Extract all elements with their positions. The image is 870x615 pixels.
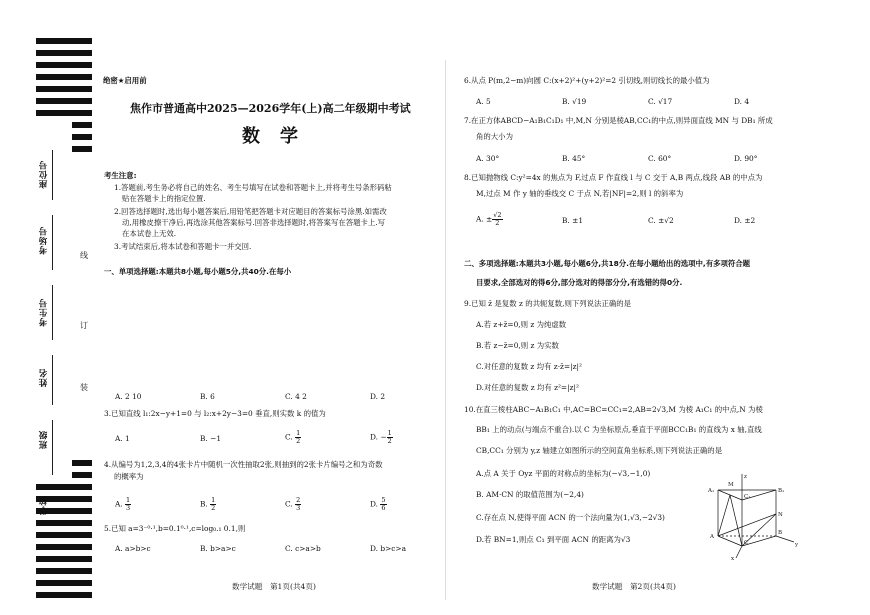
segment-am <box>718 495 730 536</box>
secret-mark: 绝密★启用前 <box>103 76 147 85</box>
q9-option-c: C.对任意的复数 z 均有 z·z̄=|z|² <box>476 362 582 371</box>
q2-option-b: B. 6 <box>200 392 215 401</box>
label-y: y <box>795 542 799 548</box>
prism-figure <box>706 470 802 562</box>
q4-option-c: C. $\frac{2}{3}$ <box>285 496 301 512</box>
edge-ac <box>718 536 742 546</box>
q8-stem-line1: 8.已知抛物线 C:y²=4x 的焦点为 F,过点 F 作直线 l 与 C 交于 A,B 两点,线段 AB 的中点为 <box>464 173 763 182</box>
q6-option-a: A. 5 <box>476 97 491 106</box>
q8-option-a: A. ± $\frac{√2}{2}$ <box>476 211 502 227</box>
q3-option-d: D. − $\frac{1}{2}$ <box>370 429 392 445</box>
binding-label-name: 姓名 <box>39 368 49 387</box>
note-line: 贴在答题卡上的指定位置. <box>122 194 206 203</box>
strip-bar <box>36 38 92 44</box>
strip-bar <box>36 86 92 92</box>
q6-option-d: D. 4 <box>734 97 750 106</box>
q10-stem-line3: CB,CC₁ 分别为 y,z 轴建立如图所示的空间直角坐标系,则下列说法正确的是 <box>476 446 723 455</box>
q7-stem-line2: 角的大小为 <box>476 132 513 141</box>
section2-heading-line2: 目要求,全部选对的得6分,部分选对的得部分分,有选错的得0分. <box>476 278 683 287</box>
section2-heading-line1: 二、多项选择题:本题共3小题,每小题6分,共18分.在每小题给出的选项中,有多项符合题 <box>464 259 751 268</box>
note-line: 在本试卷上无效. <box>122 229 177 238</box>
subject-title: 数学 <box>242 126 318 147</box>
label-a1: A₁ <box>708 488 715 494</box>
label-x: x <box>731 556 735 562</box>
binding-label-school: 学校 <box>39 496 49 515</box>
q10-option-b: B. AM·CN 的取值范围为(−2,4) <box>476 490 584 499</box>
section1-heading: 一、单项选择题:本题共8小题,每小题5分,共40分.在每小 <box>104 267 292 276</box>
q4-option-b: B. $\frac{1}{2}$ <box>200 496 216 512</box>
seal-char-line: 线 <box>80 251 88 260</box>
strip-bar <box>36 580 92 586</box>
q7-option-a: A. 30° <box>476 154 500 163</box>
strip-bar <box>36 98 92 104</box>
q8-option-d: D. ±2 <box>734 216 756 225</box>
q4-option-a: A. $\frac{1}{3}$ <box>115 496 131 512</box>
q6-stem: 6.从点 P(m,2−m)向圆 C:(x+2)²+(y+2)²=2 引切线,则切线长的最小值为 <box>464 76 710 85</box>
strip-bar <box>72 460 92 466</box>
page1-footer: 数学试题 第1页(共4页) <box>232 582 316 591</box>
q6-option-b: B. √19 <box>562 97 587 106</box>
fill-line <box>52 285 53 340</box>
binding-label-class: 班级 <box>39 430 49 449</box>
q3-option-c: C. $\frac{1}{2}$ <box>285 429 301 445</box>
q7-option-d: D. 90° <box>734 154 758 163</box>
q5-option-b: B. b>a>c <box>200 544 236 553</box>
segment-an <box>718 514 776 536</box>
seal-char-pack: 装 <box>80 383 88 392</box>
page-divider <box>445 60 446 600</box>
label-c: C <box>744 540 749 546</box>
strip-bar <box>36 74 92 80</box>
q5-option-c: C. c>a>b <box>285 544 321 553</box>
q4-stem-line1: 4.从编号为1,2,3,4的4张卡片中随机一次性抽取2张,则抽到的2张卡片编号之和为奇数 <box>104 460 383 469</box>
q8-option-c: C. ±√2 <box>648 216 674 225</box>
y-axis <box>776 536 794 542</box>
strip-bar <box>36 50 92 56</box>
q7-stem-line1: 7.在正方体ABCD−A₁B₁C₁D₁ 中,M,N 分别是棱AB,CC₁的中点,则异面直线 MN 与 DB₁ 所成 <box>464 116 773 125</box>
x-axis <box>736 546 742 558</box>
note-line: 2.回答选择题时,选出每小题答案后,用铅笔把答题卡对应题目的答案标号涂黑.如需改 <box>114 207 387 216</box>
q10-option-a: A.点 A 关于 Oyz 平面的对称点的坐标为(−√3,−1,0) <box>476 469 651 478</box>
binding-label-seat: 座位号 <box>39 160 49 189</box>
q7-option-c: C. 60° <box>648 154 672 163</box>
label-n: N <box>778 512 783 518</box>
q10-option-d: D.若 BN=1,则点 C₁ 到平面 ACN 的距离为√3 <box>476 535 631 544</box>
strip-bar <box>72 122 92 128</box>
note-line: 动,用橡皮擦干净后,再选涂其他答案标号.回答非选择题时,将答案写在答题卡上.写 <box>122 218 386 227</box>
q3-option-b: B. −1 <box>200 434 222 443</box>
binding-label-room: 考场号 <box>39 226 49 255</box>
fill-line <box>52 150 53 200</box>
q4-stem-line2: 的概率为 <box>114 472 144 481</box>
q5-stem: 5.已知 a=3⁻⁰·¹,b=0.1⁰·¹,c=log₀.₁ 0.1,则 <box>104 524 246 533</box>
label-z: z <box>744 474 747 480</box>
q5-option-a: A. a>b>c <box>115 544 151 553</box>
q9-stem: 9.已知 z̄ 是复数 z 的共轭复数,则下列说法正确的是 <box>464 299 632 308</box>
fill-line <box>52 215 53 270</box>
q2-option-d: D. 2 <box>370 392 386 401</box>
q3-option-a: A. 1 <box>115 434 130 443</box>
notes-heading: 考生注意: <box>104 171 137 180</box>
strip-bar <box>36 568 92 574</box>
binding-strip <box>0 0 96 615</box>
q5-option-d: D. b>c>a <box>370 544 407 553</box>
q4-option-d: D. $\frac{5}{6}$ <box>370 496 386 512</box>
q2-option-a: A. 2 10 <box>115 392 142 401</box>
strip-bar <box>72 134 92 140</box>
q3-stem: 3.已知直线 l₁:2x−y+1=0 与 l₂:x+2y−3=0 垂直,则实数 k 的值为 <box>104 409 326 418</box>
page2-footer: 数学试题 第2页(共4页) <box>592 582 676 591</box>
note-line: 1.答题前,考生务必将自己的姓名、考生号填写在试卷和答题卡上,并将考生号条形码粘 <box>114 183 392 192</box>
label-c1: C₁ <box>744 494 751 500</box>
seal-char-bind: 订 <box>80 321 88 330</box>
strip-bar <box>36 520 92 526</box>
q10-stem-line2: BB₁ 上的动点(与端点不重合).以 C 为坐标原点,垂直于平面BCC₁B₁ 的直线为 x 轴,直线 <box>476 425 762 434</box>
strip-bar <box>72 472 92 478</box>
strip-bar <box>36 544 92 550</box>
q9-option-d: D.对任意的复数 z 均有 z²=|z|² <box>476 383 579 392</box>
q8-option-b: B. ±1 <box>562 216 584 225</box>
q2-option-c: C. 4 2 <box>285 392 307 401</box>
note-line: 3.考试结束后,将本试卷和答题卡一并交回. <box>114 242 252 251</box>
q9-option-a: A.若 z+z̄=0,则 z 为纯虚数 <box>476 320 567 329</box>
q6-option-c: C. √17 <box>648 97 673 106</box>
binding-label-examinee: 考生号 <box>39 298 49 327</box>
label-b1: B₁ <box>778 488 785 494</box>
exam-title: 焦作市普通高中2025—2026学年(上)高二年级期中考试 <box>130 102 411 115</box>
strip-bar <box>36 62 92 68</box>
strip-bar <box>36 532 92 538</box>
q7-option-b: B. 45° <box>562 154 586 163</box>
strip-bar <box>36 110 92 116</box>
segment-cm <box>730 495 742 546</box>
q9-option-b: B.若 z−z̄=0,则 z 为实数 <box>476 341 559 350</box>
q10-stem-line1: 10.在直三棱柱ABC−A₁B₁C₁ 中,AC=BC=CC₁=2,AB=2√3,M 为棱 A₁C₁ 的中点,N 为棱 <box>464 405 763 414</box>
label-a: A <box>710 534 714 540</box>
strip-bar <box>72 146 92 152</box>
strip-bar <box>36 484 92 490</box>
label-m: M <box>728 482 734 488</box>
label-b: B <box>778 530 783 536</box>
q8-stem-line2: M,过点 M 作 y 轴的垂线交 C 于点 N,若|NF|=2,则 l 的斜率为 <box>476 189 684 198</box>
fill-line <box>52 420 53 475</box>
fill-line <box>52 355 53 405</box>
strip-bar <box>36 592 92 598</box>
q10-option-c: C.存在点 N,使得平面 ACN 的一个法向量为(1,√3,−2√3) <box>476 513 665 522</box>
strip-bar <box>36 556 92 562</box>
